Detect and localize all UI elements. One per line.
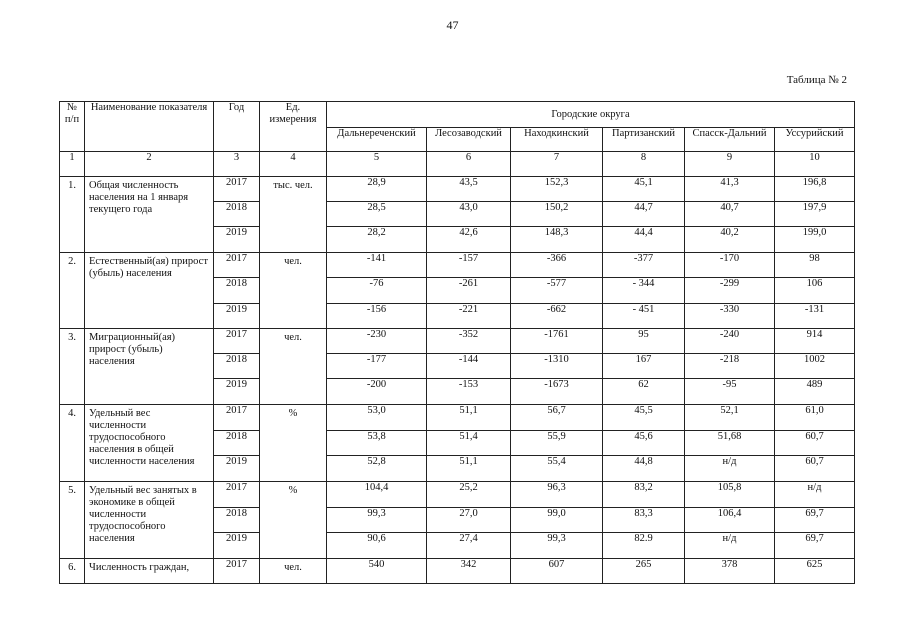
row-number: 5. — [60, 482, 85, 559]
column-number: 4 — [260, 152, 327, 177]
value-cell: -330 — [685, 304, 775, 329]
value-cell: 42,6 — [427, 227, 511, 253]
value-cell: 61,0 — [775, 405, 855, 431]
value-cell: 197,9 — [775, 202, 855, 227]
value-cell: 99,3 — [511, 533, 603, 559]
year-cell: 2019 — [214, 304, 260, 329]
header-district: Спасск-Дальний — [685, 128, 775, 152]
value-cell: 83,2 — [603, 482, 685, 508]
indicator-name: Удельный вес занятых в экономике в общей численности трудоспособного населения — [85, 482, 214, 559]
column-numbers-row — [60, 152, 855, 177]
header-district: Партизанский — [603, 128, 685, 152]
value-cell: 43,0 — [427, 202, 511, 227]
column-number: 6 — [427, 152, 511, 177]
value-cell: 40,2 — [685, 227, 775, 253]
value-cell: 69,7 — [775, 533, 855, 559]
value-cell: 489 — [775, 379, 855, 405]
indicator-name: Миграционный(ая) прирост (убыль) населения — [85, 329, 214, 405]
value-cell: 52,8 — [327, 456, 427, 482]
value-cell: 28,9 — [327, 177, 427, 202]
value-cell: 82.9 — [603, 533, 685, 559]
page-number: 47 — [446, 18, 459, 32]
value-cell: 56,7 — [511, 405, 603, 431]
table-row — [60, 405, 855, 431]
table-row — [60, 177, 855, 202]
column-number: 8 — [603, 152, 685, 177]
year-cell: 2018 — [214, 278, 260, 304]
row-number: 2. — [60, 253, 85, 329]
value-cell: 99,0 — [511, 508, 603, 533]
value-cell: -170 — [685, 253, 775, 278]
value-cell: 53,8 — [327, 431, 427, 456]
value-cell: 90,6 — [327, 533, 427, 559]
year-cell: 2017 — [214, 559, 260, 584]
header-district: Лесозаводский — [427, 128, 511, 152]
header-year: Год — [214, 102, 260, 152]
value-cell: 45,6 — [603, 431, 685, 456]
value-cell: 1002 — [775, 354, 855, 379]
year-cell: 2019 — [214, 533, 260, 559]
indicator-name: Общая численность населения на 1 января текущего года — [85, 177, 214, 253]
value-cell: 51,68 — [685, 431, 775, 456]
column-number: 10 — [775, 152, 855, 177]
value-cell: 148,3 — [511, 227, 603, 253]
unit-cell: чел. — [260, 253, 327, 329]
row-number: 3. — [60, 329, 85, 405]
value-cell: 196,8 — [775, 177, 855, 202]
value-cell: 540 — [327, 559, 427, 584]
value-cell: -156 — [327, 304, 427, 329]
year-cell: 2017 — [214, 329, 260, 354]
year-cell: 2018 — [214, 508, 260, 533]
value-cell: -299 — [685, 278, 775, 304]
value-cell: -177 — [327, 354, 427, 379]
header-unit: Ед. измерения — [260, 102, 327, 152]
value-cell: 152,3 — [511, 177, 603, 202]
value-cell: 60,7 — [775, 456, 855, 482]
row-number: 4. — [60, 405, 85, 482]
value-cell: -1310 — [511, 354, 603, 379]
value-cell: - 451 — [603, 304, 685, 329]
year-cell: 2017 — [214, 177, 260, 202]
value-cell: 44,4 — [603, 227, 685, 253]
year-cell: 2017 — [214, 482, 260, 508]
column-number: 7 — [511, 152, 603, 177]
year-cell: 2018 — [214, 202, 260, 227]
header-indicator: Наименование показателя — [85, 102, 214, 152]
value-cell: -1673 — [511, 379, 603, 405]
value-cell: 378 — [685, 559, 775, 584]
value-cell: 106 — [775, 278, 855, 304]
header-no: № п/п — [60, 102, 85, 152]
value-cell: -144 — [427, 354, 511, 379]
indicator-name: Естественный(ая) прирост (убыль) населения — [85, 253, 214, 329]
value-cell: 51,1 — [427, 405, 511, 431]
value-cell: -76 — [327, 278, 427, 304]
row-number: 6. — [60, 559, 85, 584]
value-cell: -352 — [427, 329, 511, 354]
value-cell: -200 — [327, 379, 427, 405]
value-cell: 199,0 — [775, 227, 855, 253]
table-row — [60, 329, 855, 354]
value-cell: -218 — [685, 354, 775, 379]
value-cell: 51,4 — [427, 431, 511, 456]
value-cell: н/д — [685, 533, 775, 559]
unit-cell: % — [260, 405, 327, 482]
value-cell: 62 — [603, 379, 685, 405]
value-cell: 55,4 — [511, 456, 603, 482]
value-cell: 342 — [427, 559, 511, 584]
indicator-name: Удельный вес численности трудоспособного населения в общей численности населения — [85, 405, 214, 482]
value-cell: -131 — [775, 304, 855, 329]
value-cell: 95 — [603, 329, 685, 354]
value-cell: 41,3 — [685, 177, 775, 202]
value-cell: 28,2 — [327, 227, 427, 253]
value-cell: -240 — [685, 329, 775, 354]
table-row — [60, 253, 855, 278]
value-cell: 167 — [603, 354, 685, 379]
header-district: Дальнереченский — [327, 128, 427, 152]
value-cell: 52,1 — [685, 405, 775, 431]
value-cell: 28,5 — [327, 202, 427, 227]
value-cell: 25,2 — [427, 482, 511, 508]
value-cell: 55,9 — [511, 431, 603, 456]
value-cell: -577 — [511, 278, 603, 304]
table-body — [60, 177, 855, 584]
value-cell: 60,7 — [775, 431, 855, 456]
row-number: 1. — [60, 177, 85, 253]
value-cell: 51,1 — [427, 456, 511, 482]
indicator-name: Численность граждан, — [85, 559, 214, 584]
header-group: Городские округа — [327, 102, 855, 128]
value-cell: 44,8 — [603, 456, 685, 482]
value-cell: 45,1 — [603, 177, 685, 202]
year-cell: 2019 — [214, 379, 260, 405]
year-cell: 2017 — [214, 405, 260, 431]
value-cell: н/д — [685, 456, 775, 482]
value-cell: 105,8 — [685, 482, 775, 508]
value-cell: 99,3 — [327, 508, 427, 533]
value-cell: 625 — [775, 559, 855, 584]
value-cell: 27,0 — [427, 508, 511, 533]
year-cell: 2018 — [214, 431, 260, 456]
value-cell: 27,4 — [427, 533, 511, 559]
value-cell: 83,3 — [603, 508, 685, 533]
value-cell: 43,5 — [427, 177, 511, 202]
value-cell: 53,0 — [327, 405, 427, 431]
value-cell: 914 — [775, 329, 855, 354]
year-cell: 2019 — [214, 456, 260, 482]
unit-cell: тыс. чел. — [260, 177, 327, 253]
value-cell: -157 — [427, 253, 511, 278]
value-cell: н/д — [775, 482, 855, 508]
value-cell: 69,7 — [775, 508, 855, 533]
value-cell: -377 — [603, 253, 685, 278]
unit-cell: чел. — [260, 329, 327, 405]
value-cell: 40,7 — [685, 202, 775, 227]
table-caption: Таблица № 2 — [786, 74, 847, 86]
value-cell: 45,5 — [603, 405, 685, 431]
value-cell: 607 — [511, 559, 603, 584]
value-cell: 265 — [603, 559, 685, 584]
value-cell: 104,4 — [327, 482, 427, 508]
value-cell: -221 — [427, 304, 511, 329]
value-cell: 150,2 — [511, 202, 603, 227]
header-district: Находкинский — [511, 128, 603, 152]
statistics-table — [59, 101, 855, 584]
value-cell: 96,3 — [511, 482, 603, 508]
column-number: 9 — [685, 152, 775, 177]
value-cell: -1761 — [511, 329, 603, 354]
value-cell: -95 — [685, 379, 775, 405]
column-number: 3 — [214, 152, 260, 177]
year-cell: 2018 — [214, 354, 260, 379]
column-number: 5 — [327, 152, 427, 177]
value-cell: -153 — [427, 379, 511, 405]
value-cell: -261 — [427, 278, 511, 304]
value-cell: - 344 — [603, 278, 685, 304]
unit-cell: чел. — [260, 559, 327, 584]
table-row — [60, 559, 855, 584]
year-cell: 2017 — [214, 253, 260, 278]
table-row — [60, 482, 855, 508]
header-district: Уссурийский — [775, 128, 855, 152]
value-cell: -230 — [327, 329, 427, 354]
column-number: 2 — [85, 152, 214, 177]
value-cell: -141 — [327, 253, 427, 278]
unit-cell: % — [260, 482, 327, 559]
year-cell: 2019 — [214, 227, 260, 253]
value-cell: 44,7 — [603, 202, 685, 227]
value-cell: -662 — [511, 304, 603, 329]
value-cell: -366 — [511, 253, 603, 278]
value-cell: 106,4 — [685, 508, 775, 533]
value-cell: 98 — [775, 253, 855, 278]
column-number: 1 — [60, 152, 85, 177]
